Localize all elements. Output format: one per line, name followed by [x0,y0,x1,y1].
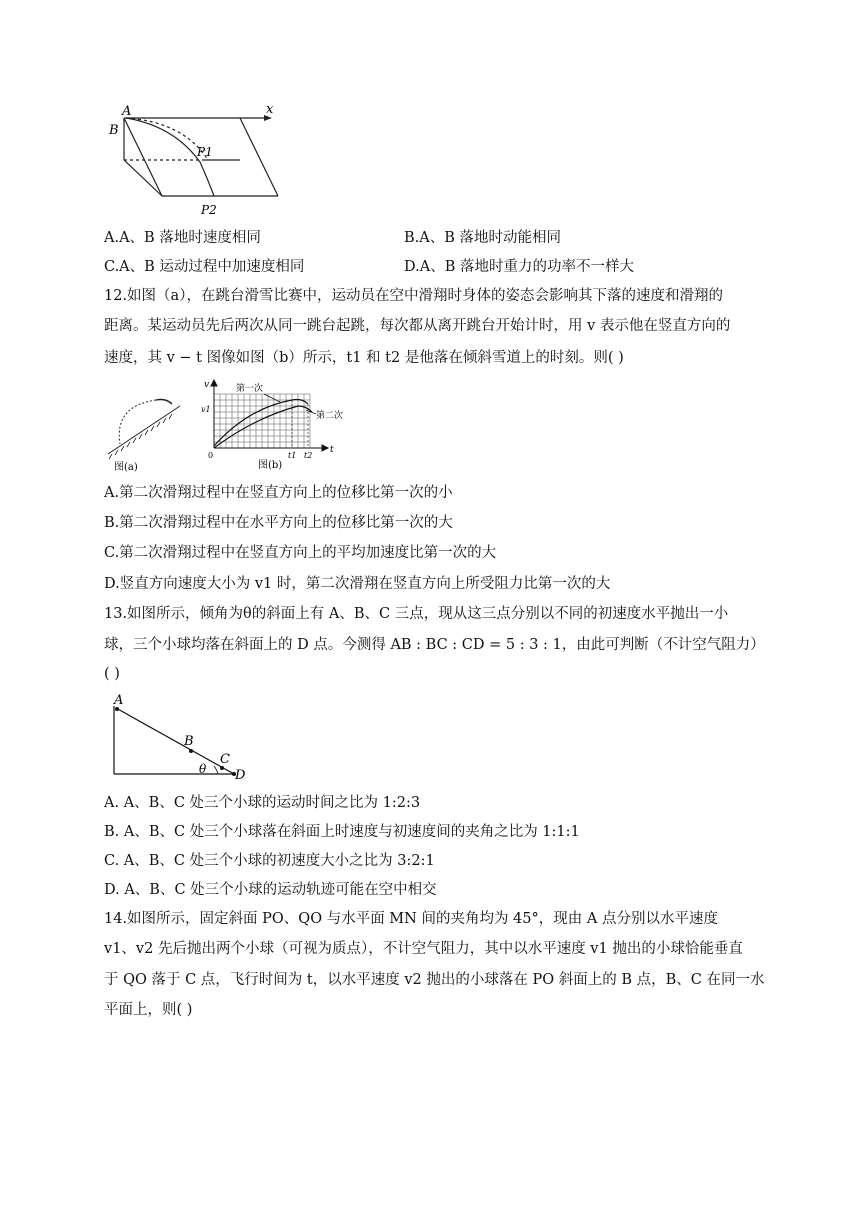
fig13-label-a: A [114,693,124,708]
fig12b-label-v: v [204,380,210,390]
q12-option-a: A.第二次滑翔过程中在竖直方向上的位移比第一次的小 [104,485,453,501]
q12-option-d: D.竖直方向速度大小为 v1 时，第二次滑翔在竖直方向上所受阻力比第一次的大 [104,576,611,592]
q11-option-b: B.A、B 落地时动能相同 [404,230,561,246]
fig12b-caption: 图(b) [258,460,283,470]
fig12b-label-origin: 0 [208,451,214,460]
fig12b-label-t: t [330,445,334,455]
fig13-label-theta: θ [199,762,207,776]
fig12b-label-t1: t1 [288,451,297,460]
fig12a-caption: 图(a) [114,462,138,472]
fig11-label-x: x [266,104,274,117]
figure-q13-incline [104,692,254,784]
q11-option-d: D.A、B 落地时重力的功率不一样大 [404,259,634,275]
fig12b-label-v1: v1 [201,405,211,414]
q14-stem-line-3: 于 QO 落于 C 点，飞行时间为 t，以水平速度 v2 抛出的小球落在 PO 斜面上的 B 点，B、C 在同一水 [104,972,765,988]
fig11-label-a: A [122,104,132,119]
fig11-label-p1: P1 [197,145,213,159]
q13-option-a: A. A、B、C 处三个小球的运动时间之比为 1:2:3 [104,795,421,811]
q11-option-c: C.A、B 运动过程中加速度相同 [104,259,305,275]
fig13-label-c: C [220,752,230,767]
fig11-label-p2: P2 [201,203,217,217]
q12-stem-line-3: 速度，其 v − t 图像如图（b）所示，t1 和 t2 是他落在倾斜雪道上的时刻。则( ) [104,350,624,366]
q13-option-b: B. A、B、C 处三个小球落在斜面上时速度与初速度间的夹角之比为 1:1:1 [104,824,580,840]
q12-option-b: B.第二次滑翔过程中在水平方向上的位移比第一次的大 [104,515,453,531]
q12-stem-line-1: 12.如图（a），在跳台滑雪比赛中，运动员在空中滑翔时身体的姿态会影响其下落的速度和滑翔的 [104,288,723,304]
fig12b-label-second: 第二次 [316,411,344,421]
q12-stem-line-2: 距离。某运动员先后两次从同一跳台起跳，每次都从离开跳台开始计时，用 v 表示他在竖直方向的 [104,318,731,334]
figure-q12-b-vt-graph [198,378,348,470]
q13-option-c: C. A、B、C 处三个小球的初速度大小之比为 3:2:1 [104,853,435,869]
fig11-label-b: B [109,123,119,138]
fig12b-label-first: 第一次 [236,384,264,394]
q14-stem-line-1: 14.如图所示，固定斜面 PO、QO 与水平面 MN 间的夹角均为 45°，现由 A 点分别以水平速度 [104,911,718,927]
q14-stem-line-2: v1、v2 先后抛出两个小球（可视为质点），不计空气阻力，其中以水平速度 v1 抛出的小球恰能垂直 [104,941,743,957]
fig13-label-d: D [235,768,246,783]
q13-stem-line-3: ( ) [104,666,120,682]
fig13-label-b: B [184,734,194,749]
q14-stem-line-4: 平面上，则( ) [104,1002,193,1018]
q11-option-a: A.A、B 落地时速度相同 [104,230,261,246]
q12-option-c: C.第二次滑翔过程中在竖直方向上的平均加速度比第一次的大 [104,545,497,561]
fig12b-label-t2: t2 [304,451,313,460]
q13-stem-line-2: 球，三个小球均落在斜面上的 D 点。今测得 AB : BC : CD = 5 : 3 : 1，由此可判断（不计空气阻力） [104,637,765,653]
q13-option-d: D. A、B、C 处三个小球的运动轨迹可能在空中相交 [104,882,437,898]
q13-stem-line-1: 13.如图所示，倾角为θ的斜面上有 A、B、C 三点，现从这三点分别以不同的初速度水平抛出一小 [104,606,729,622]
figure-q11-incline [104,104,284,222]
figure-q12-a-slope [104,380,184,472]
